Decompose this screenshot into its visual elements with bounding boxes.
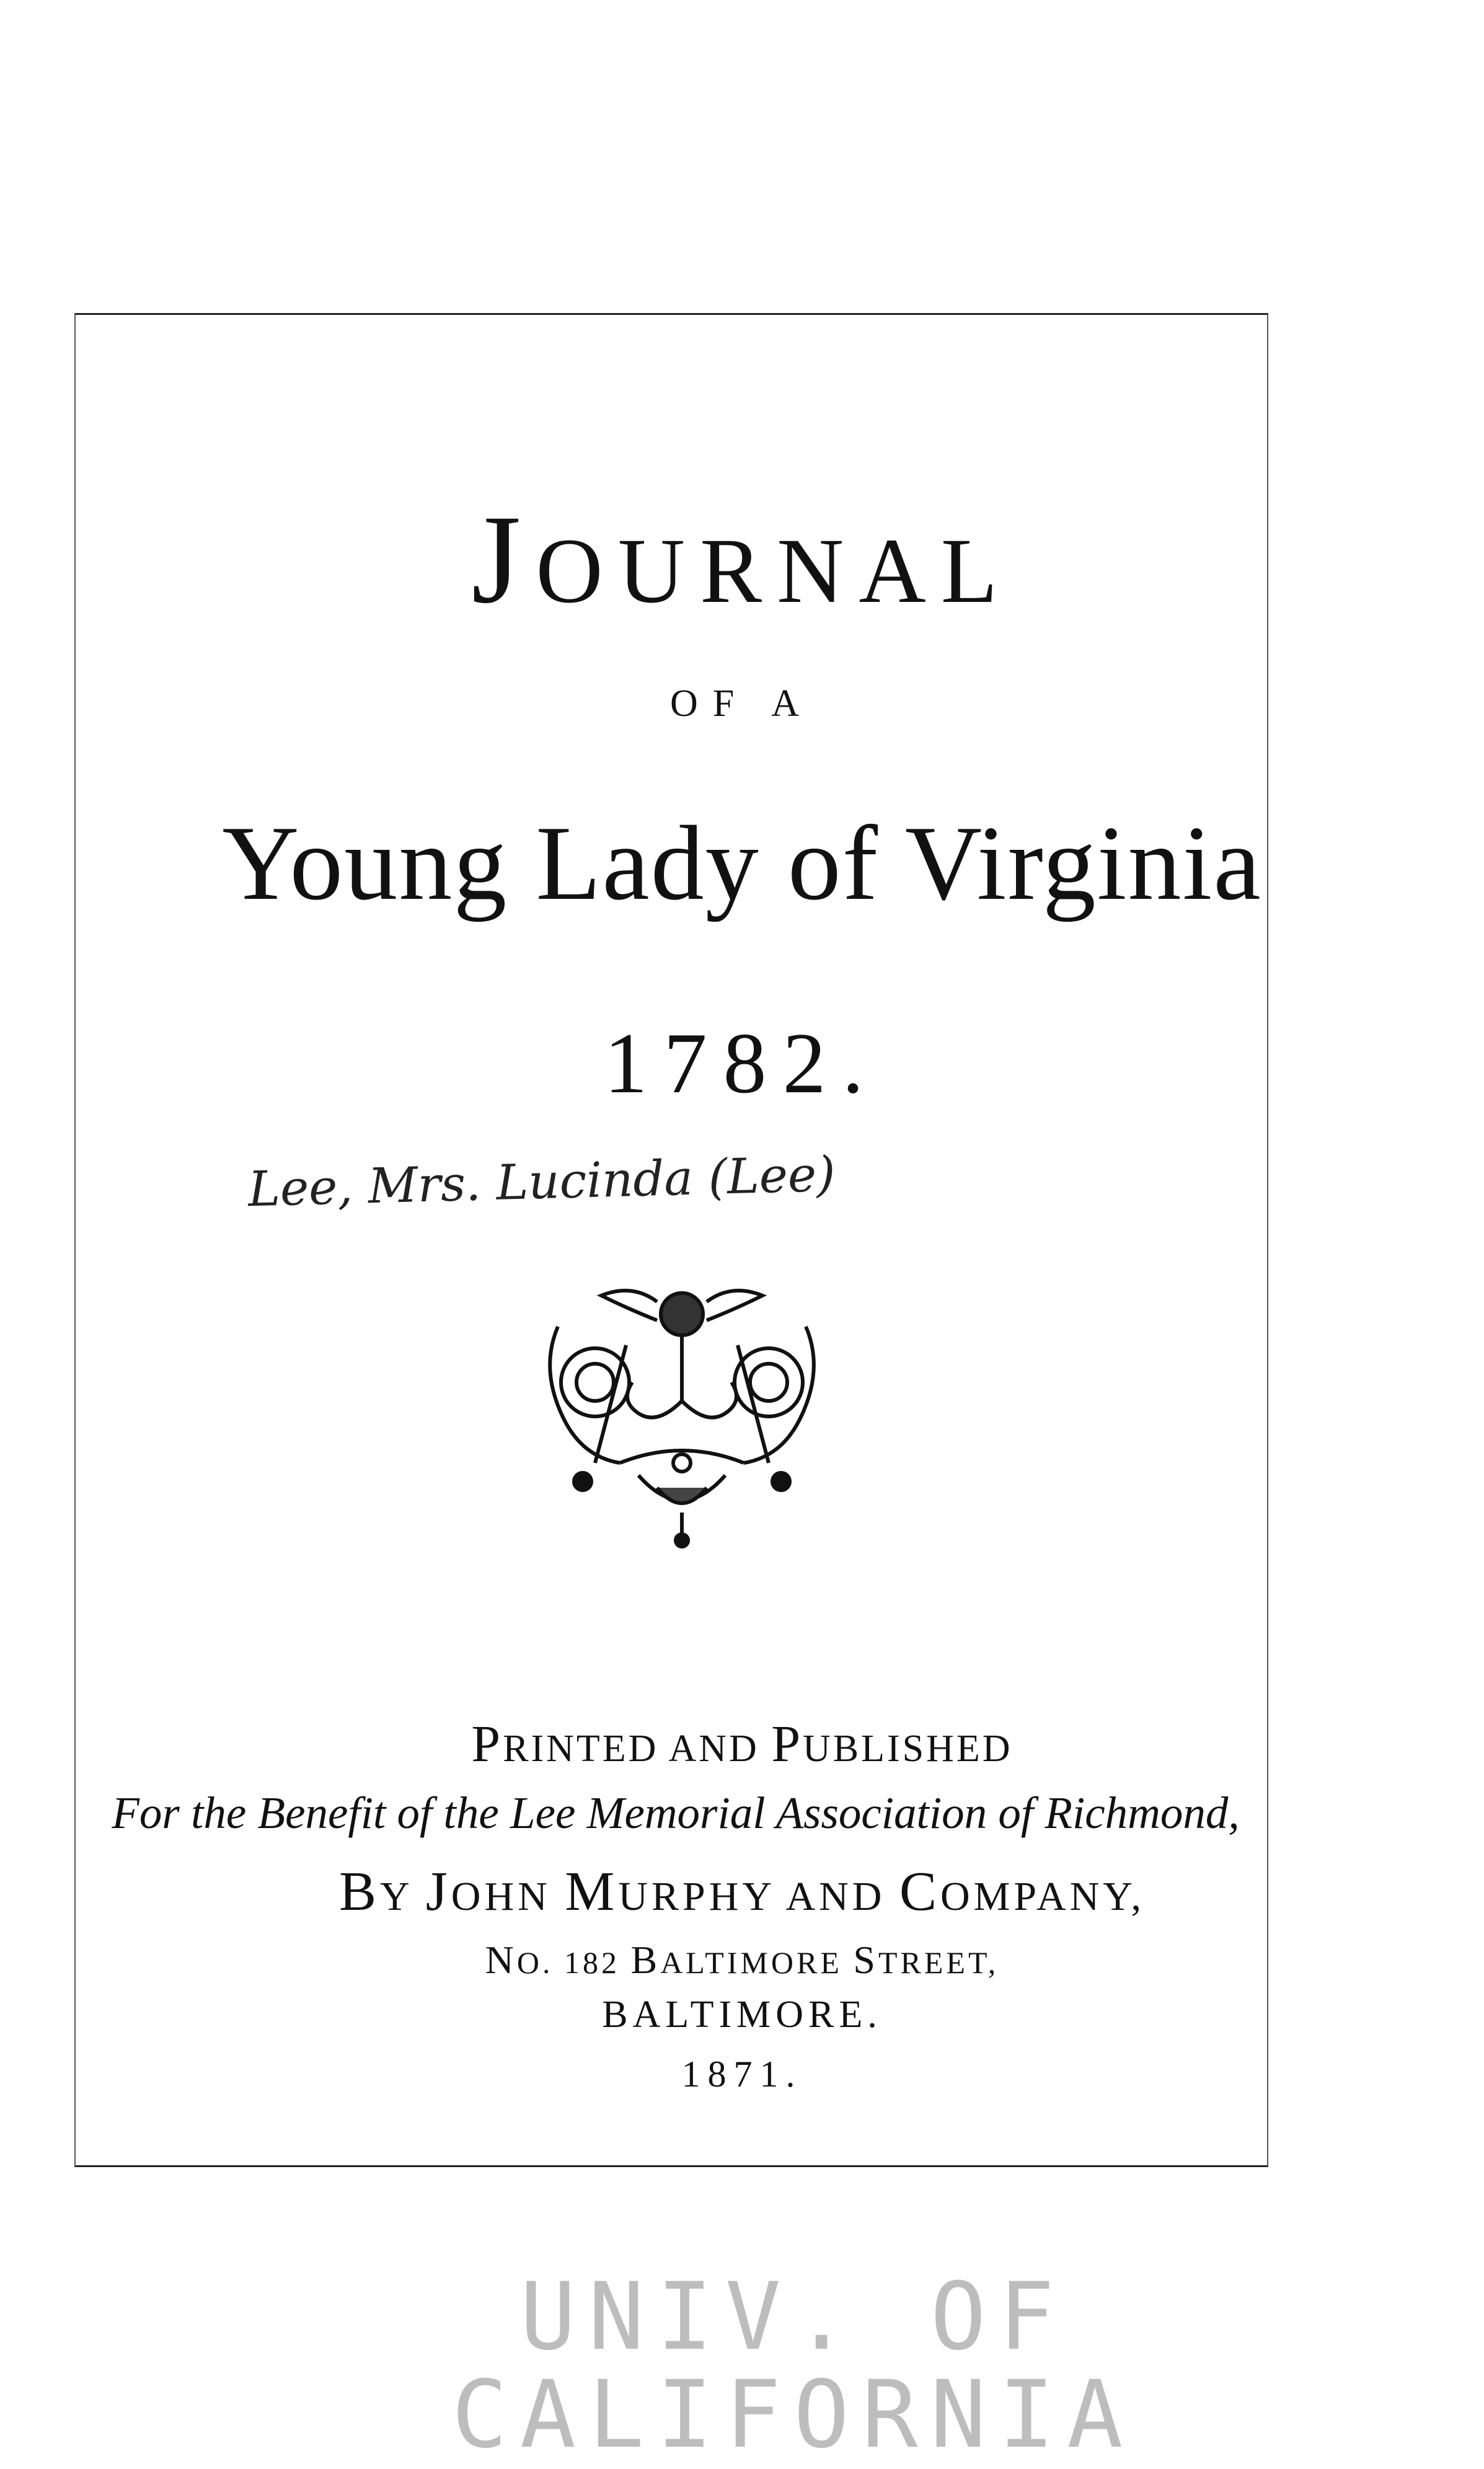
title-year: 1782. — [604, 1015, 880, 1111]
imprint-city: BALTIMORE. — [602, 1994, 882, 2036]
stamp-line-1: UNIV. OF — [519, 2263, 1067, 2371]
imprint-printed-published: PRINTED AND PUBLISHED — [471, 1715, 1013, 1773]
title-journal — [0, 489, 1484, 630]
library-perforation-stamp — [360, 2263, 1227, 2469]
imprint-benefit: For the Benefit of the Lee Memorial Association of Richmond, — [112, 1788, 1240, 1838]
imprint-address: NO. 182 BALTIMORE STREET, — [485, 1938, 999, 1982]
title-main: Young Lady of Virginia — [222, 805, 1262, 922]
journal-initial: J — [471, 489, 536, 630]
title-of-a: OF A — [669, 682, 815, 725]
handwritten-annotation: Lee, Mrs. Lucinda (Lee) — [247, 1146, 836, 1218]
imprint-publisher: BY JOHN MURPHY AND COMPANY, — [339, 1861, 1145, 1922]
cherub-ornament-icon — [533, 1277, 831, 1550]
imprint-year: 1871. — [681, 2054, 803, 2095]
stamp-line-2: CALIFORNIA — [451, 2361, 1136, 2469]
journal-rest: OURNAL — [536, 519, 1013, 622]
